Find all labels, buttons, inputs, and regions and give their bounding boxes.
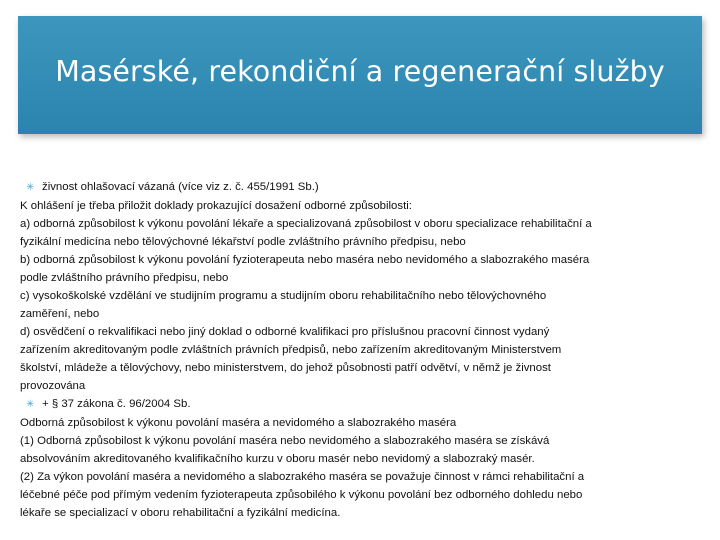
- text-line: c) vysokoškolské vzdělání ve studijním programu a studijním oboru rehabilitačního nebo tělovýchovného: [20, 290, 547, 302]
- star-bullet-icon: ✳: [26, 182, 35, 193]
- text-line: fyzikální medicína nebo tělovýchovné lékařství podle zvláštního právního předpisu, nebo: [20, 236, 466, 248]
- text-line: (2) Za výkon povolání maséra a nevidomého a slabozrakého maséra se považuje činnost v rámci rehabilitační a: [20, 471, 585, 483]
- text-line: živnost ohlašovací vázaná (více viz z. č. 455/1991 Sb.): [42, 181, 319, 193]
- text-line: (1) Odborná způsobilost k výkonu povolání maséra nebo nevidomého a slabozrakého maséra se získává: [20, 435, 550, 447]
- text-line: školství, mládeže a tělovýchovy, nebo ministerstvem, do jehož působnosti patří odvětví, v němž je živnost: [20, 362, 551, 374]
- text-line: K ohlášení je třeba přiložit doklady prokazující dosažení odborné způsobilosti:: [20, 200, 412, 212]
- title-banner: [18, 16, 702, 134]
- text-line: zařízením akreditovaným podle zvláštních právních předpisů, nebo zařízením akreditovaným Ministerstvem: [20, 344, 562, 356]
- text-line: absolvováním akreditovaného kvalifikačního kurzu v oboru masér nebo nevidomý a slabozraký masér.: [20, 453, 535, 465]
- text-line: lékaře se specializací v oboru rehabilitační a fyzikální medicína.: [20, 507, 341, 519]
- text-line: léčebné péče pod přímým vedením fyzioterapeuta způsobilého k výkonu povolání bez odborného dohledu nebo: [20, 489, 583, 501]
- bullet-item-law-reference: [20, 395, 696, 414]
- content-body: [20, 178, 696, 522]
- star-bullet-icon: ✳: [26, 399, 35, 410]
- text-line: b) odborná způsobilost k výkonu povolání fyzioterapeuta nebo maséra nebo nevidomého a slabozrakého maséra: [20, 254, 590, 266]
- text-line: provozována: [20, 380, 86, 392]
- text-line: d) osvědčení o rekvalifikaci nebo jiný doklad o odborné kvalifikaci pro příslušnou pracovní činnost vydaný: [20, 326, 550, 338]
- text-line: podle zvláštního právního předpisu, nebo: [20, 272, 229, 284]
- text-line: a) odborná způsobilost k výkonu povolání lékaře a specializovaná způsobilost v oboru specializace rehabilitační a: [20, 218, 592, 230]
- bullet-item-license-type: [20, 178, 696, 197]
- page-title: Masérské, rekondiční a regenerační služby: [55, 54, 665, 88]
- text-line: zaměření, nebo: [20, 308, 100, 320]
- text-line: + § 37 zákona č. 96/2004 Sb.: [42, 398, 191, 410]
- text-line: Odborná způsobilost k výkonu povolání maséra a nevidomého a slabozrakého maséra: [20, 417, 457, 429]
